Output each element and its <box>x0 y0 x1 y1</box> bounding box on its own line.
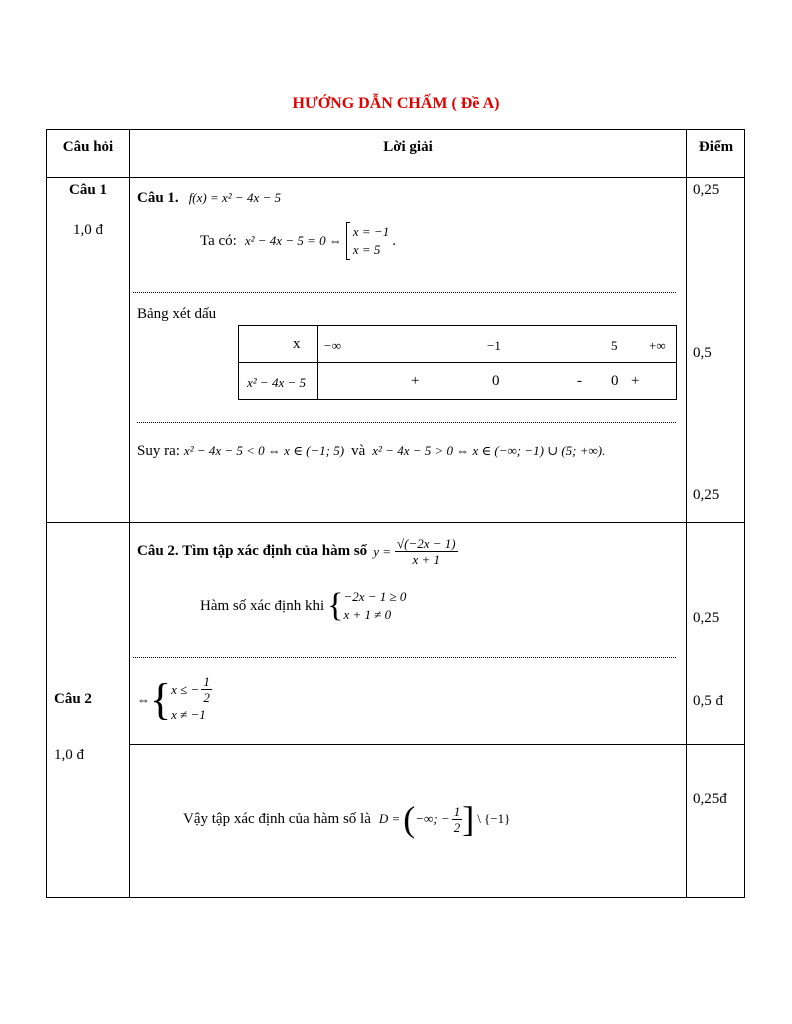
q2-final-frac <box>452 804 463 835</box>
q2-condition-line <box>200 588 406 624</box>
q2-res1-lead: x ≤ − <box>171 681 200 697</box>
q2-score-2: 0,5 đ <box>693 693 723 709</box>
q2-fraction-den: x + 1 <box>412 552 441 567</box>
q2-y-eq: y = <box>373 543 391 559</box>
q1-roots <box>353 223 389 259</box>
header-question: Câu hỏi <box>62 139 114 155</box>
q1-conclusion-1: x² − 4x − 5 < 0 ⇔ x ∈ (−1; 5) <box>183 443 345 458</box>
q1-divider-2 <box>137 422 676 423</box>
q1-and: và <box>351 443 366 459</box>
q2-cond-brace: { <box>327 587 344 624</box>
q2-cond-text: Hàm số xác định khi <box>200 597 325 614</box>
q1-table-title: Bảng xét dấu <box>137 306 217 322</box>
q2-cond-system <box>343 588 406 624</box>
q1-taco: Ta có: <box>200 232 237 249</box>
q1-points: 1,0 đ <box>73 222 103 238</box>
q1-label: Câu 1 <box>69 182 107 198</box>
q1-heading-line <box>137 189 281 207</box>
q2-result-line <box>137 674 212 725</box>
q2-final-num: 1 <box>453 803 461 819</box>
page-title: HƯỚNG DẪN CHẤM ( Đề A) <box>292 95 500 112</box>
q2-result-brace: { <box>150 674 172 724</box>
sign-zero-2: 0 <box>611 373 619 389</box>
q1-root2: x = 5 <box>352 242 381 257</box>
q2-points: 1,0 đ <box>54 747 84 763</box>
sign-table-x-5: 5 <box>611 338 618 353</box>
q1-bracket <box>346 222 350 260</box>
sign-table-x-head: x <box>293 336 301 352</box>
q2-final-mid: −∞; − <box>415 811 450 826</box>
q2-heading-line <box>137 536 458 567</box>
q1-score-3: 0,25 <box>693 487 720 503</box>
q1-period: . <box>392 232 396 249</box>
q1-conclusion <box>137 442 605 460</box>
q2-res1-num: 1 <box>203 674 210 689</box>
q1-score-2: 0,5 <box>693 345 712 361</box>
q2-res1-frac <box>201 674 212 705</box>
q2-label: Câu 2 <box>54 691 92 707</box>
sign-table-x-minus1: −1 <box>487 338 501 353</box>
q1-heading: Câu 1. <box>137 190 179 206</box>
sign-plus-1: + <box>411 373 420 389</box>
q1-conclusion-2: x² − 4x − 5 > 0 ⇔ x ∈ (−∞; −1) ∪ (5; +∞). <box>372 443 606 458</box>
q1-divider-1 <box>133 292 676 293</box>
q2-final-tail: \ {−1} <box>477 811 511 826</box>
q1-roots-line <box>200 222 396 260</box>
q2-res2: x ≠ −1 <box>171 707 206 722</box>
sign-table <box>238 325 677 400</box>
q2-score-3: 0,25đ <box>693 791 727 807</box>
q2-fraction-num: √(−2x − 1) <box>396 536 456 551</box>
q2-heading: Câu 2. Tìm tập xác định của hàm số <box>137 543 368 559</box>
header-solution: Lời giải <box>383 139 433 155</box>
sign-minus: - <box>577 373 582 389</box>
q2-final-den: 2 <box>453 819 461 835</box>
sign-table-pos-inf: +∞ <box>649 338 666 353</box>
sign-zero-1: 0 <box>492 373 500 389</box>
q1-function: f(x) = x² − 4x − 5 <box>188 190 281 205</box>
q2-cond-2: x + 1 ≠ 0 <box>343 607 392 622</box>
sign-table-f-head: x² − 4x − 5 <box>247 375 306 390</box>
q1-score-1: 0,25 <box>693 182 720 198</box>
q2-equiv: ⇔ <box>137 691 150 707</box>
q2-divider <box>133 657 676 658</box>
q2-paren-open: ( <box>403 799 416 839</box>
q1-root1: x = −1 <box>352 224 390 239</box>
q2-final-lead: D = <box>378 811 401 826</box>
q1-conclusion-lead: Suy ra: <box>137 443 180 459</box>
sign-table-neg-inf: −∞ <box>323 338 342 353</box>
q2-bracket-close: ] <box>462 799 475 839</box>
q1-equation: x² − 4x − 5 = 0 ⇔ <box>244 233 342 248</box>
sign-plus-2: + <box>631 373 640 389</box>
q2-score-1: 0,25 <box>693 610 720 626</box>
q2-result-system <box>171 674 212 725</box>
q2-cond-1: −2x − 1 ≥ 0 <box>343 589 407 604</box>
q2-res1-den: 2 <box>203 690 210 705</box>
header-score: Điểm <box>698 139 734 155</box>
q2-final-line <box>183 799 511 839</box>
q2-final-text: Vậy tập xác định của hàm số là <box>183 810 371 827</box>
q2-fraction <box>395 536 458 567</box>
